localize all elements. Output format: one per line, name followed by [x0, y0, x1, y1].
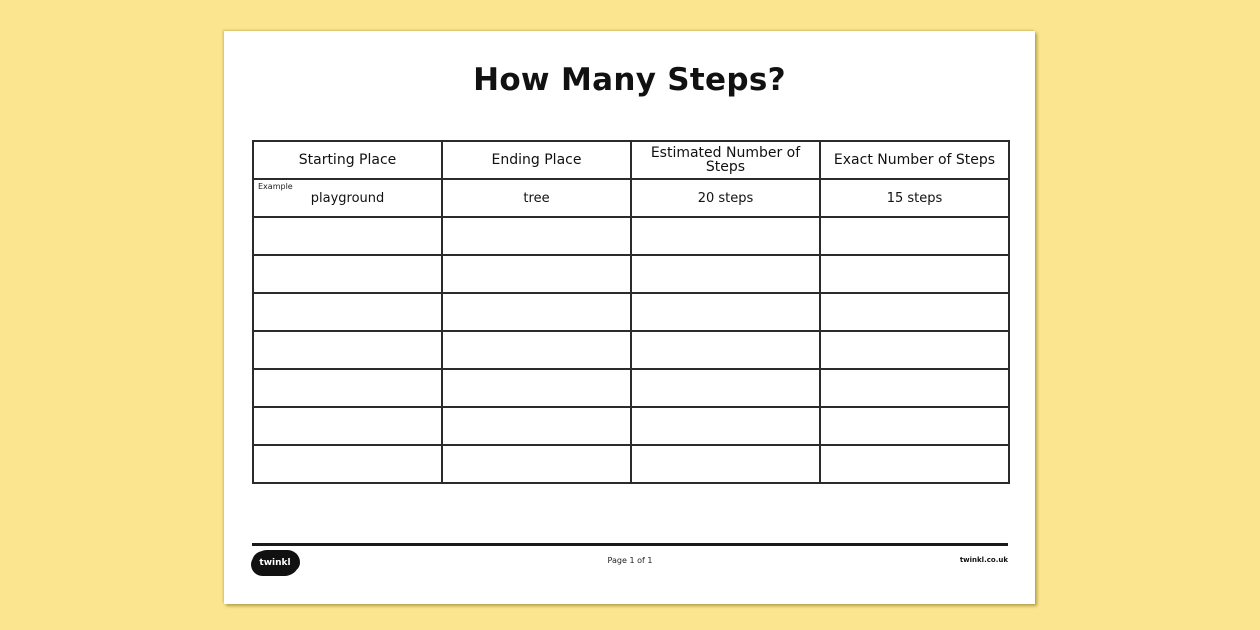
table-row [253, 217, 1009, 255]
cell[interactable] [442, 369, 631, 407]
cell[interactable] [631, 255, 820, 293]
table-row [253, 255, 1009, 293]
table-row [253, 293, 1009, 331]
cell[interactable] [631, 407, 820, 445]
table-row [253, 369, 1009, 407]
page-number: Page 1 of 1 [607, 556, 653, 565]
cell[interactable] [442, 255, 631, 293]
page-title: How Many Steps? [473, 62, 786, 98]
cell[interactable] [820, 369, 1009, 407]
cell[interactable] [442, 293, 631, 331]
site-url: twinkl.co.uk [959, 556, 1008, 564]
cell[interactable] [820, 331, 1009, 369]
table-header-row [253, 141, 1009, 179]
table-row [253, 445, 1009, 483]
header-estimated-steps: Estimated Number of Steps [631, 141, 820, 179]
cell[interactable] [820, 293, 1009, 331]
cell[interactable] [253, 255, 442, 293]
table-row [253, 407, 1009, 445]
header-exact-steps: Exact Number of Steps [820, 141, 1009, 179]
cell[interactable] [631, 293, 820, 331]
cell[interactable] [253, 331, 442, 369]
cell[interactable] [820, 445, 1009, 483]
steps-table [252, 140, 1010, 484]
cell[interactable] [442, 331, 631, 369]
cell[interactable] [442, 217, 631, 255]
example-row [253, 179, 1009, 217]
example-estimated-cell: 20 steps [631, 179, 820, 217]
cell[interactable] [253, 217, 442, 255]
cell[interactable] [820, 407, 1009, 445]
cell[interactable] [820, 255, 1009, 293]
example-label: Example [258, 182, 293, 191]
example-exact-cell: 15 steps [820, 179, 1009, 217]
cell[interactable] [253, 369, 442, 407]
cell[interactable] [631, 369, 820, 407]
table-row [253, 331, 1009, 369]
cell[interactable] [631, 331, 820, 369]
cell[interactable] [442, 407, 631, 445]
cell[interactable] [253, 407, 442, 445]
cell[interactable] [253, 293, 442, 331]
twinkl-logo-icon: twinkl [252, 551, 298, 575]
example-starting-cell [253, 179, 442, 217]
cell[interactable] [253, 445, 442, 483]
example-starting-value: playground [310, 190, 385, 206]
footer-divider [252, 543, 1008, 546]
cell[interactable] [442, 445, 631, 483]
header-starting-place: Starting Place [253, 141, 442, 179]
cell[interactable] [631, 445, 820, 483]
header-ending-place: Ending Place [442, 141, 631, 179]
cell[interactable] [631, 217, 820, 255]
cell[interactable] [820, 217, 1009, 255]
example-ending-cell: tree [442, 179, 631, 217]
